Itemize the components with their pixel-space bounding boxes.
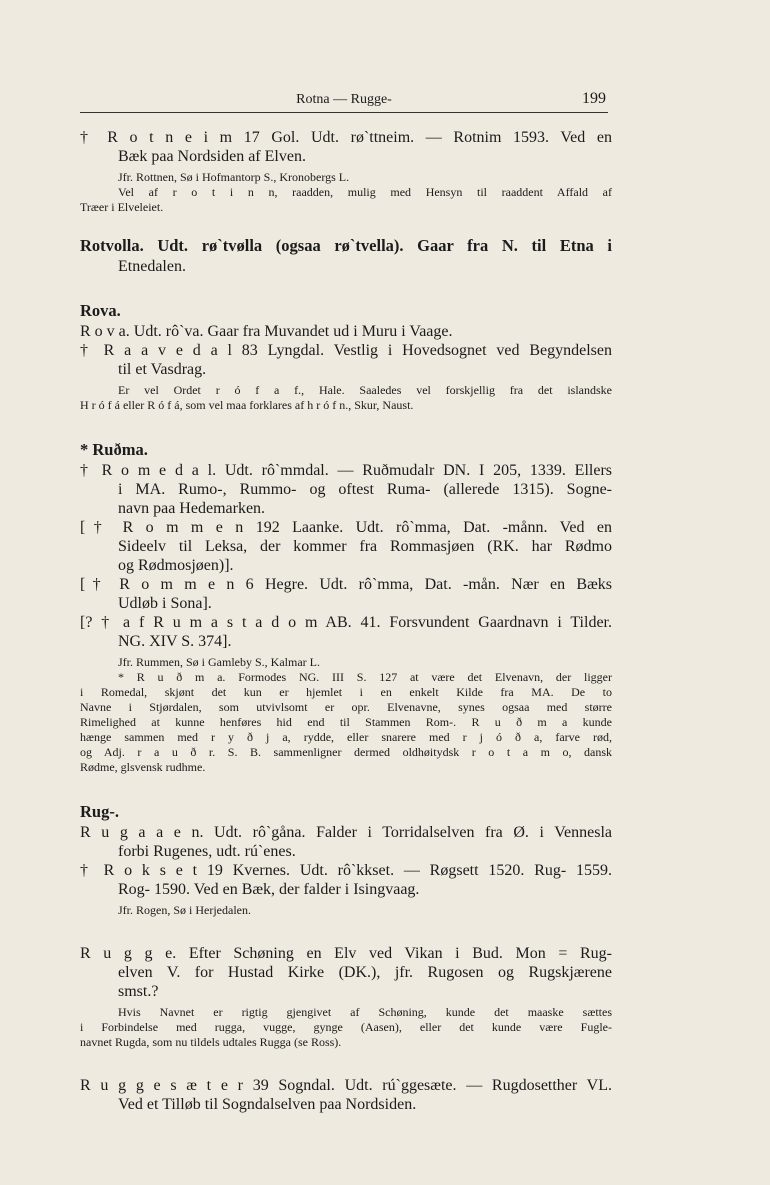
- text-line: [? † a f R u m a s t a d o m AB. 41. Forsvundent Gaardnavn i Tilder.: [80, 614, 612, 631]
- text-line: R u g g e. Efter Schøning en Elv ved Vikan i Bud. Mon = Rug-: [80, 945, 612, 962]
- text-line: navn paa Hedemarken.: [118, 500, 266, 517]
- page-number: 199: [582, 90, 606, 107]
- text-line: Ved et Tilløb til Sogndalselven paa Nordsiden.: [118, 1096, 417, 1113]
- note-line: i Forbindelse med rugga, vugge, gynge (Aasen), eller det kunde være Fugle-: [80, 1020, 612, 1034]
- note-line: i Romedal, skjønt det kun er hjemlet i en enkelt Kilde fra MA. De to: [80, 685, 612, 699]
- text-line: † R o m e d a l. Udt. rô`mmdal. — Ruðmudalr DN. I 205, 1339. Ellers: [80, 462, 612, 479]
- page-header: [80, 90, 608, 113]
- note-line: Rødme, glsvensk rudhme.: [80, 760, 206, 774]
- note-line: navnet Rugda, som nu tildels udtales Rugga (se Ross).: [80, 1035, 342, 1049]
- text-line: Sideelv til Leksa, der kommer fra Rommasjøen (RK. har Rødmo: [118, 538, 612, 555]
- note-line: Vel af r o t i n n, raadden, mulig med Hensyn til raaddent Affald af: [118, 185, 612, 199]
- text-line: i MA. Rumo-, Rummo- og oftest Ruma- (allerede 1315). Sogne-: [118, 481, 612, 498]
- text-line: [† R o m m e n 192 Laanke. Udt. rô`mma, Dat. -månn. Ved en: [80, 519, 612, 536]
- text-line: R u g a a e n. Udt. rô`gåna. Falder i Torridalselven fra Ø. i Vennesla: [80, 824, 612, 841]
- running-title: Rotna — Rugge-: [296, 92, 392, 107]
- note-line: Træer i Elveleiet.: [80, 200, 164, 214]
- note-line: Jfr. Rogen, Sø i Herjedalen.: [118, 903, 251, 917]
- text-line: smst.?: [118, 983, 159, 1000]
- text-line: R u g g e s æ t e r 39 Sogndal. Udt. rú`ggesæte. — Rugdosetther VL.: [80, 1077, 612, 1094]
- note-line: * R u ð m a. Formodes NG. III S. 127 at være det Elvenavn, der ligger: [118, 670, 612, 684]
- page-body: [80, 128, 612, 1114]
- text-line: elven V. for Hustad Kirke (DK.), jfr. Rugosen og Rugskjærene: [118, 964, 612, 981]
- note-line: Navne i Stjørdalen, som utvivlsomt er opr. Elvenavne, synes ogsaa med større: [80, 700, 612, 714]
- note-line: Er vel Ordet r ó f a f., Hale. Saaledes vel forskjellig fra det islandske: [118, 383, 612, 397]
- note-line: Rimelighed at kunne henføres hid end til Stammen Rom-. R u ð m a kunde: [80, 715, 612, 729]
- note-line: og Adj. r a u ð r. S. B. sammenligner dermed oldhøitydsk r o t a m o, dansk: [80, 745, 612, 759]
- text-line: til et Vasdrag.: [118, 361, 207, 378]
- entry-heading: Rug-.: [80, 802, 119, 821]
- note-line: H r ó f á eller R ó f á, som vel maa forklares af h r ó f n., Skur, Naust.: [80, 398, 414, 412]
- text-line: NG. XIV S. 374].: [118, 633, 232, 650]
- text-line: † R o t n e i m 17 Gol. Udt. rø`ttneim. — Rotnim 1593. Ved en: [80, 129, 612, 146]
- note-line: Jfr. Rummen, Sø i Gamleby S., Kalmar L.: [118, 655, 320, 669]
- text-line: Bæk paa Nordsiden af Elven.: [118, 148, 306, 165]
- entry-heading: Rova.: [80, 301, 121, 320]
- text-line: [† R o m m e n 6 Hegre. Udt. rô`mma, Dat. -mån. Nær en Bæks: [80, 576, 612, 593]
- note-line: hænge sammen med r y ð j a, rydde, eller snarere med r j ó ð a, farve rød,: [80, 730, 612, 744]
- text-line: Etnedalen.: [118, 258, 186, 275]
- text-line: og Rødmosjøen)].: [118, 557, 234, 574]
- text-line: R o v a. Udt. rô`va. Gaar fra Muvandet ud i Muru i Vaage.: [80, 323, 453, 340]
- text-line: Udløb i Sona].: [118, 595, 212, 612]
- note-line: Jfr. Rottnen, Sø i Hofmantorp S., Kronobergs L.: [118, 170, 350, 184]
- text-line: † R o k s e t 19 Kvernes. Udt. rô`kkset. — Røgsett 1520. Rug- 1559.: [80, 862, 612, 879]
- entry-heading: * Ruðma.: [80, 440, 148, 459]
- entry-heading: Rotvolla. Udt. rø`tvølla (ogsaa rø`tvella). Gaar fra N. til Etna i: [80, 236, 612, 255]
- text-line: forbi Rugenes, udt. rú`enes.: [118, 843, 296, 860]
- note-line: Hvis Navnet er rigtig gjengivet af Schøning, kunde det maaske sættes: [118, 1005, 612, 1019]
- text-line: Rog- 1590. Ved en Bæk, der falder i Isingvaag.: [118, 881, 420, 898]
- text-line: † R a a v e d a l 83 Lyngdal. Vestlig i Hovedsognet ved Begyndelsen: [80, 342, 612, 359]
